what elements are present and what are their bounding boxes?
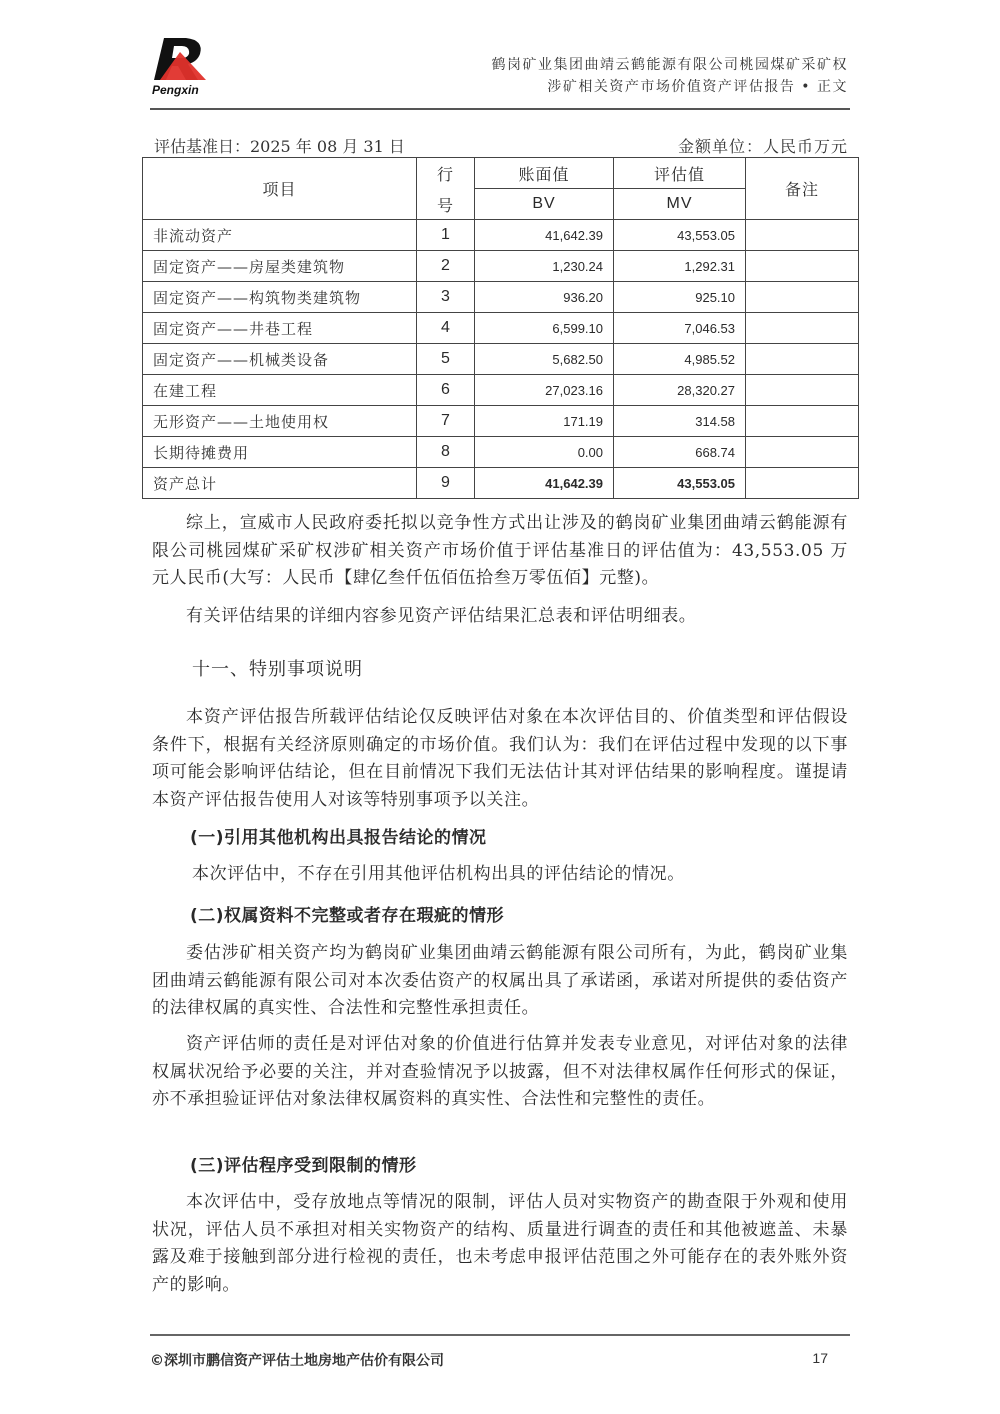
row-remark	[746, 468, 859, 499]
row-number: 7	[417, 406, 475, 437]
section-title-special-matters: 十一、特别事项说明	[192, 659, 363, 680]
header-row-number	[417, 158, 475, 220]
base-date-label: 评估基准日：2025 年 08 月 31 日	[154, 137, 405, 156]
row-label: 在建工程	[143, 375, 417, 406]
row-remark	[746, 220, 859, 251]
row-remark	[746, 251, 859, 282]
row-number: 2	[417, 251, 475, 282]
subsection-1-title: (一)引用其他机构出具报告结论的情况	[190, 828, 487, 848]
row-book-value: 41,642.39	[475, 220, 614, 251]
row-appraised-value: 43,553.05	[614, 220, 746, 251]
header-divider	[150, 108, 850, 110]
pengxin-logo-icon	[150, 36, 214, 98]
row-remark	[746, 375, 859, 406]
table-row	[143, 313, 859, 344]
svg-text:Pengxin: Pengxin	[152, 83, 199, 97]
company-logo	[150, 36, 214, 98]
row-number: 8	[417, 437, 475, 468]
header-remark: 备注	[746, 158, 859, 220]
row-remark	[746, 437, 859, 468]
row-appraised-value: 28,320.27	[614, 375, 746, 406]
header-row-number-bottom: 号	[436, 195, 454, 215]
special-matters-intro-paragraph: 本资产评估报告所载评估结论仅反映评估对象在本次评估目的、价值类型和评估假设条件下，根据有关经济原则确定的市场价值。我们认为：我们在评估过程中发现的以下事项可能会影响评估结论，但在目前情况下我们无法估计其对评估结果的影响程度。谨提请本资产评估报告使用人对该等特别事项予以关注。	[152, 707, 848, 810]
header-bv: BV	[475, 189, 614, 220]
detail-reference-paragraph: 有关评估结果的详细内容参见资产评估结果汇总表和评估明细表。	[186, 606, 697, 626]
table-row	[143, 375, 859, 406]
row-remark	[746, 344, 859, 375]
table-row	[143, 220, 859, 251]
row-book-value: 6,599.10	[475, 313, 614, 344]
row-label: 非流动资产	[143, 220, 417, 251]
footer-divider	[150, 1334, 850, 1336]
row-label: 长期待摊费用	[143, 437, 417, 468]
table-meta-row	[150, 134, 848, 156]
row-appraised-value: 7,046.53	[614, 313, 746, 344]
subsection-1-paragraph: 本次评估中，不存在引用其他评估机构出具的评估结论的情况。	[192, 864, 685, 884]
header-title-line-1: 鹤岗矿业集团曲靖云鹤能源有限公司桃园煤矿采矿权	[491, 57, 848, 73]
row-remark	[746, 406, 859, 437]
row-number: 4	[417, 313, 475, 344]
currency-unit-label: 金额单位：人民币万元	[677, 137, 848, 156]
row-label: 资产总计	[143, 468, 417, 499]
table-row	[143, 406, 859, 437]
row-book-value: 27,023.16	[475, 375, 614, 406]
row-appraised-value: 314.58	[614, 406, 746, 437]
row-appraised-value: 668.74	[614, 437, 746, 468]
table-row	[143, 344, 859, 375]
report-header-title	[492, 54, 849, 98]
row-appraised-value: 4,985.52	[614, 344, 746, 375]
subsection-2-title: (二)权属资料不完整或者存在瑕疵的情形	[190, 906, 505, 926]
row-number: 6	[417, 375, 475, 406]
row-book-value: 1,230.24	[475, 251, 614, 282]
row-book-value: 171.19	[475, 406, 614, 437]
header-appraised-value: 评估值	[614, 158, 746, 189]
row-number: 5	[417, 344, 475, 375]
row-number: 3	[417, 282, 475, 313]
header-mv: MV	[614, 189, 746, 220]
subsection-2-paragraph-2: 资产评估师的责任是对评估对象的价值进行估算并发表专业意见，对评估对象的法律权属状况给予必要的关注，并对查验情况予以披露，但不对法律权属作任何形式的保证，亦不承担验证评估对象法律权属资料的真实性、合法性和完整性的责任。	[152, 1034, 848, 1109]
row-appraised-value: 925.10	[614, 282, 746, 313]
subsection-3-paragraph: 本次评估中，受存放地点等情况的限制，评估人员对实物资产的勘查限于外观和使用状况，评估人员不承担对相关实物资产的结构、质量进行调查的责任和其他被遮盖、未暴露及难于接触到部分进行检视的责任，也未考虑申报评估范围之外可能存在的表外账外资产的影响。	[152, 1192, 848, 1295]
table-total-row	[143, 468, 859, 499]
row-book-value: 5,682.50	[475, 344, 614, 375]
header-title-line-2: 涉矿相关资产市场价值资产评估报告 • 正文	[547, 79, 848, 95]
header-row-number-top: 行	[436, 164, 454, 184]
header-item: 项目	[143, 158, 417, 220]
row-remark	[746, 282, 859, 313]
row-book-value: 936.20	[475, 282, 614, 313]
row-appraised-value: 1,292.31	[614, 251, 746, 282]
row-label: 固定资产——井巷工程	[143, 313, 417, 344]
row-number: 9	[417, 468, 475, 499]
subsection-3-title: (三)评估程序受到限制的情形	[190, 1156, 417, 1176]
page-number: 17	[812, 1350, 828, 1366]
table-row	[143, 251, 859, 282]
summary-paragraph: 综上，宣威市人民政府委托拟以竞争性方式出让涉及的鹤岗矿业集团曲靖云鹤能源有限公司桃园煤矿采矿权涉矿相关资产市场价值于评估基准日的评估值为：43,553.05 万元人民币(大写：人民币【肆亿叁仟伍佰伍拾叁万零伍佰】元整)。	[152, 513, 848, 588]
table-row	[143, 437, 859, 468]
asset-valuation-table	[142, 157, 859, 499]
row-number: 1	[417, 220, 475, 251]
row-label: 固定资产——构筑物类建筑物	[143, 282, 417, 313]
row-book-value: 0.00	[475, 437, 614, 468]
row-remark	[746, 313, 859, 344]
subsection-2-paragraph-1: 委估涉矿相关资产均为鹤岗矿业集团曲靖云鹤能源有限公司所有，为此，鹤岗矿业集团曲靖云鹤能源有限公司对本次委估资产的权属出具了承诺函，承诺对所提供的委估资产的法律权属的真实性、合法性和完整性承担责任。	[152, 943, 848, 1018]
footer-company: ©深圳市鹏信资产评估土地房地产估价有限公司	[150, 1353, 444, 1369]
row-label: 固定资产——房屋类建筑物	[143, 251, 417, 282]
row-label: 固定资产——机械类设备	[143, 344, 417, 375]
row-appraised-value: 43,553.05	[614, 468, 746, 499]
row-label: 无形资产——土地使用权	[143, 406, 417, 437]
row-book-value: 41,642.39	[475, 468, 614, 499]
table-row	[143, 282, 859, 313]
header-book-value: 账面值	[475, 158, 614, 189]
